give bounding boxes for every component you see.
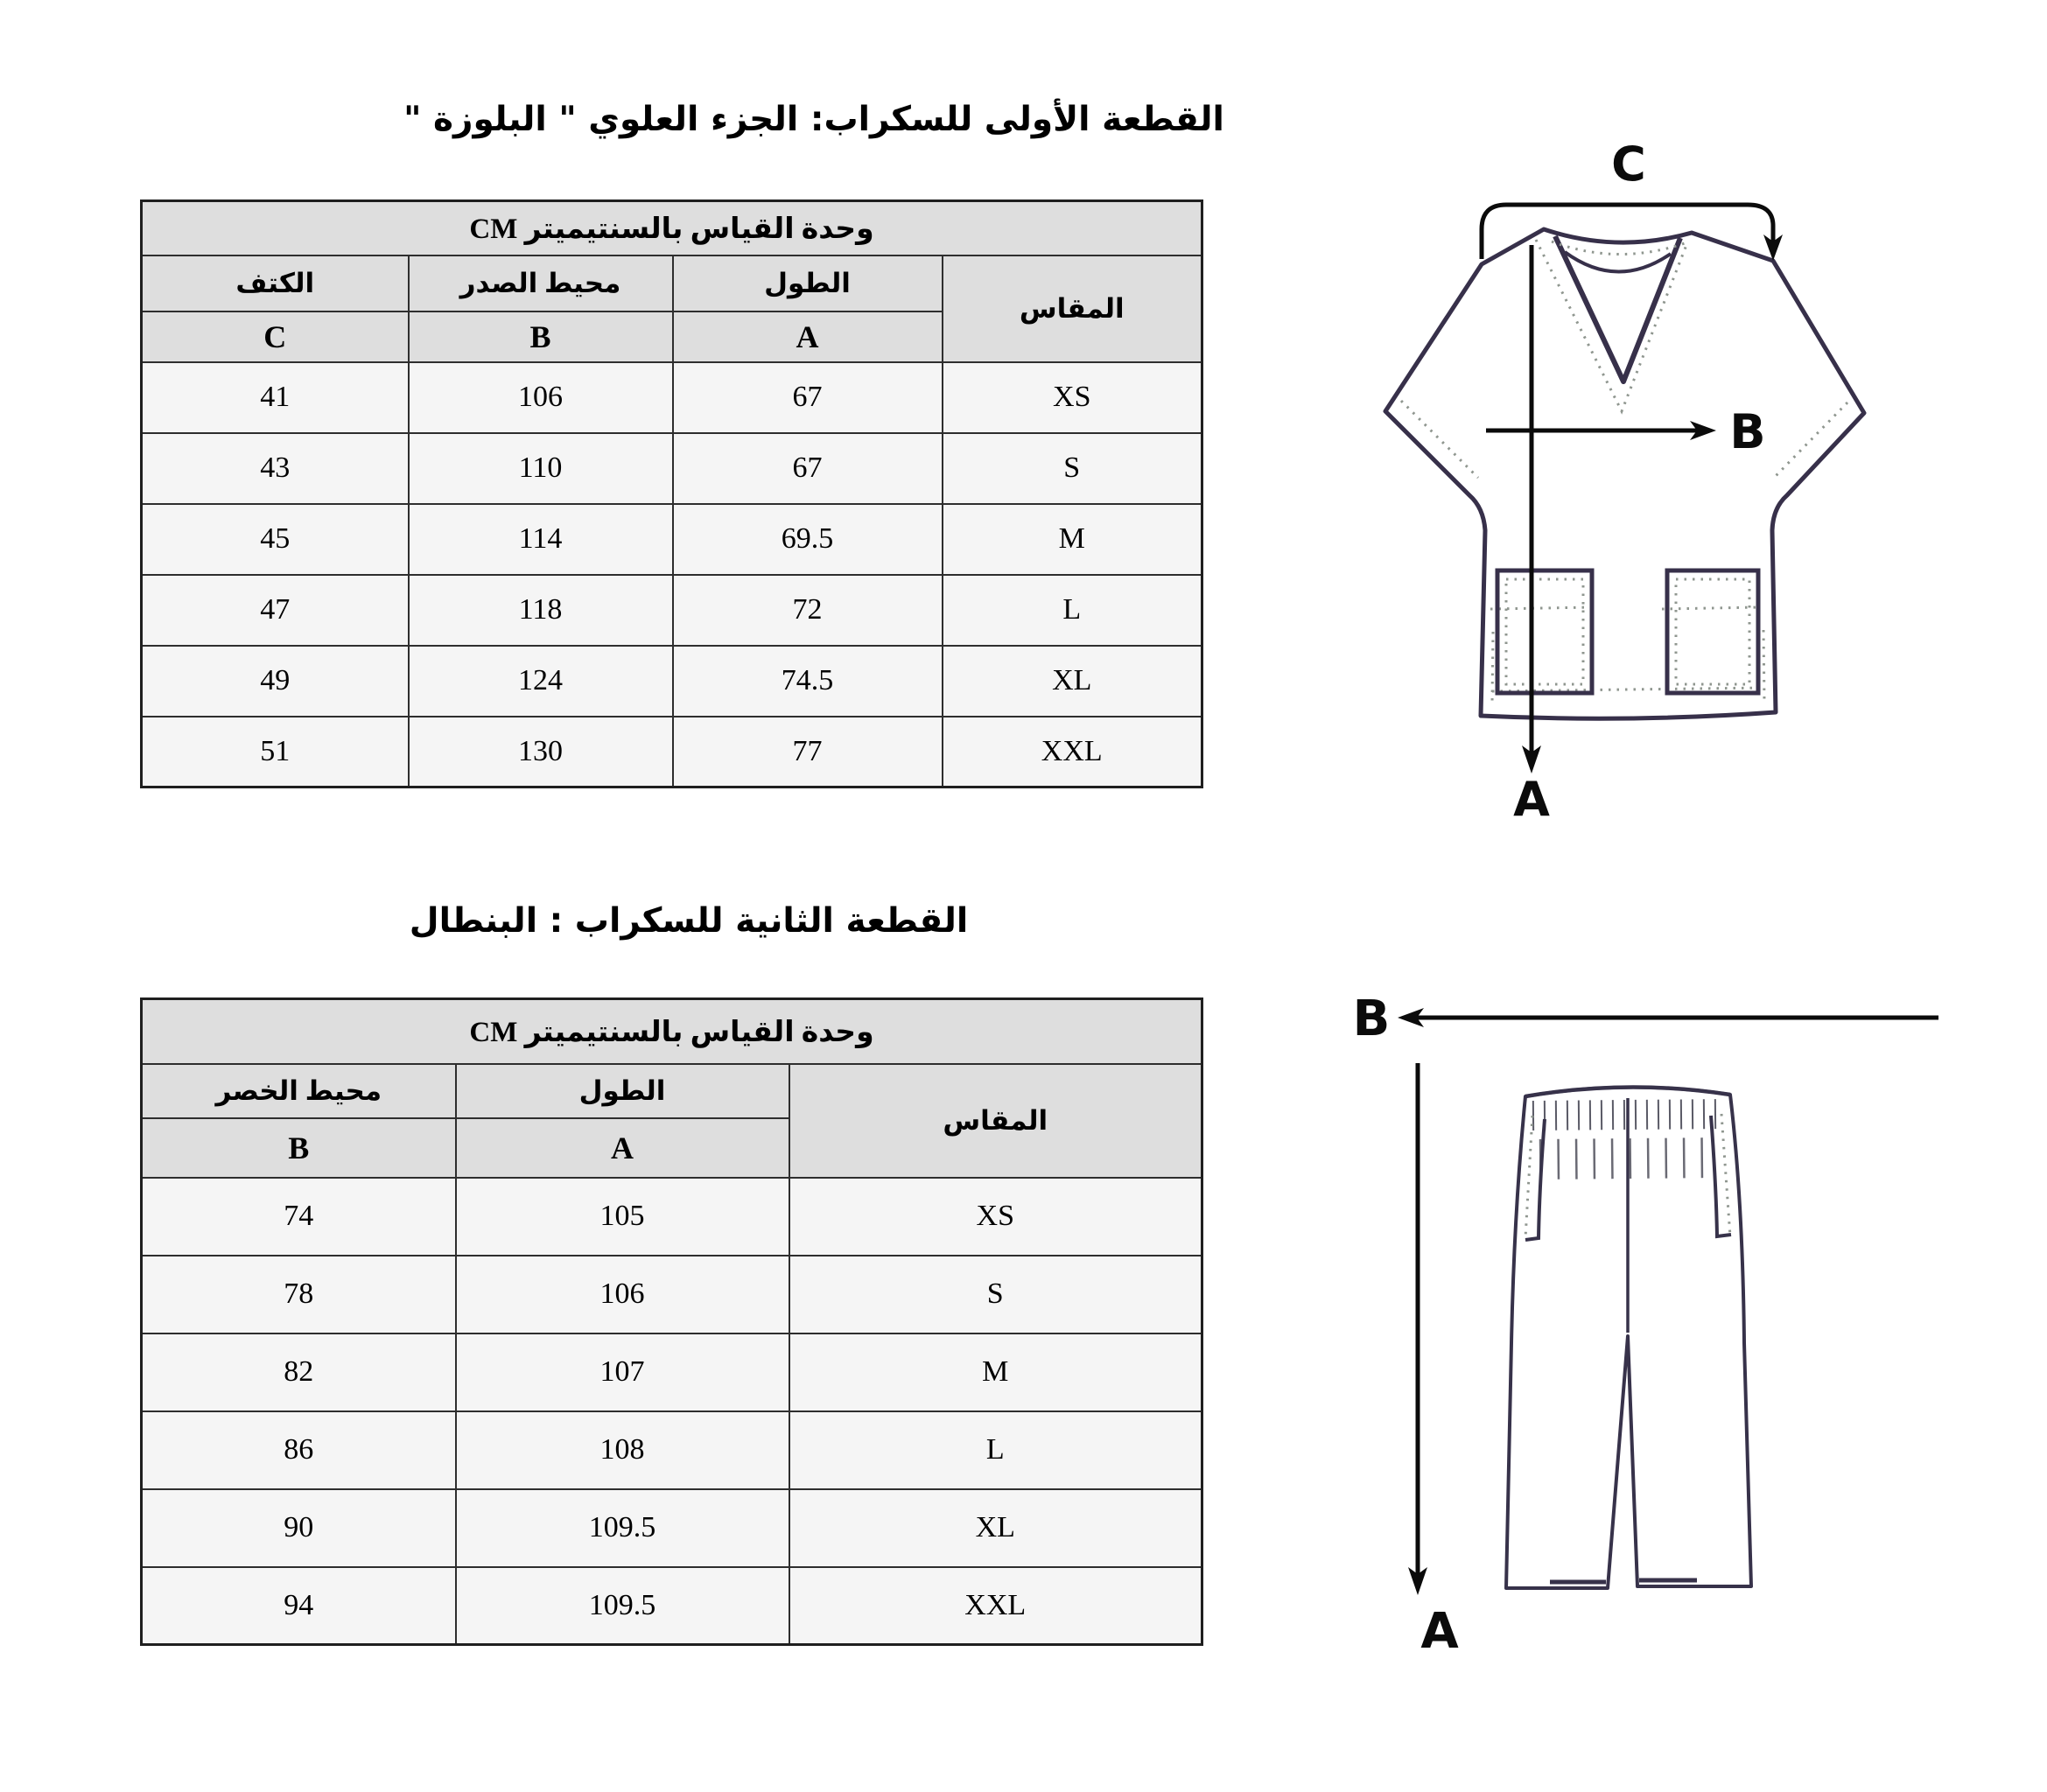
scrub-top-diagram (1352, 122, 1895, 822)
table-row (142, 575, 1202, 646)
table-row (142, 433, 1202, 504)
size-cell: XL (943, 646, 1202, 717)
bottom-diagram-label-b: B (1352, 990, 1391, 1047)
value-cell: 109.5 (456, 1489, 789, 1567)
scrub-top-outline (1385, 229, 1864, 718)
value-cell: 106 (456, 1256, 789, 1334)
value-cell: 118 (409, 575, 673, 646)
value-cell: 114 (409, 504, 673, 575)
bottom-section-title: القطعة الثانية للسكراب : البنطال (409, 901, 969, 941)
size-cell: L (789, 1411, 1202, 1489)
table-row (142, 1178, 1202, 1256)
letter-b-cell: B (142, 1118, 456, 1178)
value-cell: 107 (456, 1334, 789, 1411)
value-cell: 69.5 (673, 504, 943, 575)
table-row (142, 504, 1202, 575)
scrub-pants-diagram (1326, 976, 2026, 1684)
value-cell: 108 (456, 1411, 789, 1489)
table-row (142, 717, 1202, 788)
table-row (142, 1489, 1202, 1567)
value-cell: 41 (142, 362, 409, 433)
value-cell: 78 (142, 1256, 456, 1334)
size-column-header: المقاس (789, 1064, 1202, 1178)
size-cell: L (943, 575, 1202, 646)
letter-a-cell: A (456, 1118, 789, 1178)
letter-c-cell: C (142, 312, 409, 362)
value-cell: 94 (142, 1567, 456, 1645)
table-row (142, 1411, 1202, 1489)
value-cell: 72 (673, 575, 943, 646)
value-cell: 67 (673, 433, 943, 504)
value-cell: 67 (673, 362, 943, 433)
hem-marks (1550, 1580, 1697, 1582)
size-cell: XS (943, 362, 1202, 433)
scrub-top-size-table (140, 200, 1203, 788)
table-row (142, 362, 1202, 433)
letter-a-cell: A (673, 312, 943, 362)
table-row (142, 999, 1202, 1064)
value-cell: 51 (142, 717, 409, 788)
column-header-waist: محيط الخصر (142, 1064, 456, 1118)
value-cell: 90 (142, 1489, 456, 1567)
size-column-header: المقاس (943, 256, 1202, 362)
value-cell: 106 (409, 362, 673, 433)
value-cell: 105 (456, 1178, 789, 1256)
letter-b-cell: B (409, 312, 673, 362)
top-diagram-label-b: B (1729, 404, 1766, 459)
bottom-diagram-label-a: A (1420, 1603, 1459, 1660)
table-row (142, 1334, 1202, 1411)
value-cell: 74.5 (673, 646, 943, 717)
size-cell: XXL (789, 1567, 1202, 1645)
table-row (142, 1064, 1202, 1118)
size-cell: S (789, 1256, 1202, 1334)
size-cell: S (943, 433, 1202, 504)
unit-header-cell: وحدة القياس بالسنتيميتر CM (142, 999, 1202, 1064)
table-row (142, 1567, 1202, 1645)
value-cell: 124 (409, 646, 673, 717)
value-cell: 110 (409, 433, 673, 504)
value-cell: 74 (142, 1178, 456, 1256)
top-diagram-label-a: A (1513, 772, 1550, 822)
unit-header-cell: وحدة القياس بالسنتيميتر CM (142, 201, 1202, 256)
size-cell: M (943, 504, 1202, 575)
value-cell: 43 (142, 433, 409, 504)
top-section-title: القطعة الأولى للسكراب: الجزء العلوي " البلوزة " (403, 100, 1224, 139)
top-diagram-label-c: C (1611, 136, 1646, 192)
scrub-pants-size-table (140, 998, 1203, 1646)
value-cell: 77 (673, 717, 943, 788)
column-header-shoulder: الكتف (142, 256, 409, 312)
value-cell: 130 (409, 717, 673, 788)
size-cell: XL (789, 1489, 1202, 1567)
table-row (142, 646, 1202, 717)
value-cell: 45 (142, 504, 409, 575)
column-header-length: الطول (456, 1064, 789, 1118)
table-row (142, 201, 1202, 256)
value-cell: 82 (142, 1334, 456, 1411)
table-row (142, 256, 1202, 312)
size-cell: XS (789, 1178, 1202, 1256)
size-cell: XXL (943, 717, 1202, 788)
column-header-length: الطول (673, 256, 943, 312)
value-cell: 109.5 (456, 1567, 789, 1645)
table-row (142, 1256, 1202, 1334)
value-cell: 49 (142, 646, 409, 717)
column-header-chest: محيط الصدر (409, 256, 673, 312)
value-cell: 47 (142, 575, 409, 646)
value-cell: 86 (142, 1411, 456, 1489)
size-cell: M (789, 1334, 1202, 1411)
